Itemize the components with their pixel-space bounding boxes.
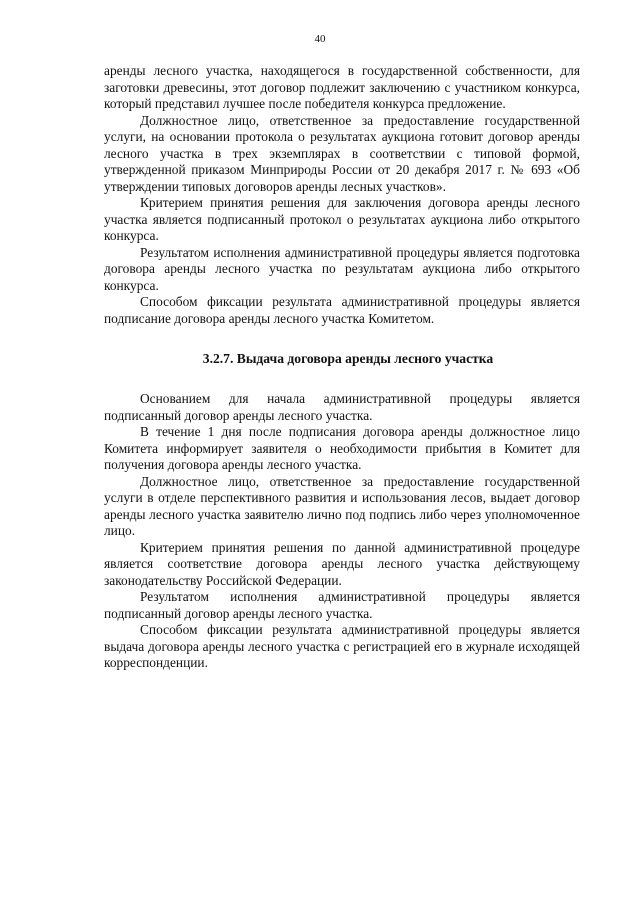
paragraph: В течение 1 дня после подписания договора аренды должностное лицо Комитета информирует заявителя о необходимости прибытия в Комитет для получения договора аренды лесного участка. bbox=[104, 424, 580, 472]
paragraph-continuation: аренды лесного участка, находящегося в государственной собственности, для заготовки древесины, этот договор подлежит заключению с участником конкурса, который представил лучшее после победителя конкурса предложение. bbox=[104, 63, 580, 111]
paragraph: Результатом исполнения административной процедуры является подписанный договор аренды лесного участка. bbox=[104, 589, 580, 621]
paragraph: Основанием для начала административной процедуры является подписанный договор аренды лесного участка. bbox=[104, 391, 580, 423]
paragraph: Способом фиксации результата административной процедуры является подписание договора аренды лесного участка Комитетом. bbox=[104, 294, 580, 326]
paragraph: Должностное лицо, ответственное за предоставление государственной услуги в отделе перспективного развития и использования лесов, выдает договор аренды лесного участка заявителю лично под подпись либо через уполномоченное лицо. bbox=[104, 473, 580, 538]
paragraph: Критерием принятия решения по данной административной процедуре является соответствие договора аренды лесного участка действующему законодательству Российской Федерации. bbox=[104, 539, 580, 588]
section-heading: 3.2.7. Выдача договора аренды лесного участка bbox=[202, 351, 494, 366]
paragraph: Критерием принятия решения для заключения договора аренды лесного участка является подписанный протокол о результатах аукциона либо открытого конкурса. bbox=[104, 195, 580, 243]
paragraph: Способом фиксации результата административной процедуры является выдача договора аренды лесного участка с регистрацией его в журнале исходящей корреспонденции. bbox=[104, 622, 580, 670]
document-body bbox=[104, 63, 580, 672]
paragraph: Должностное лицо, ответственное за предоставление государственной услуги, на основании протокола о результатах аукциона готовит договор аренды лесного участка в трех экземплярах в соответствии с типовой формой, утвержденной приказом Минприроды России от 20 декабря 2017 г. № 693 «Об утверждении типовых договоров аренды лесных участков». bbox=[104, 112, 580, 194]
page-number: 40 bbox=[314, 33, 326, 45]
paragraph: Результатом исполнения административной процедуры является подготовка договора аренды лесного участка по результатам аукциона либо открытого конкурса. bbox=[104, 244, 580, 293]
